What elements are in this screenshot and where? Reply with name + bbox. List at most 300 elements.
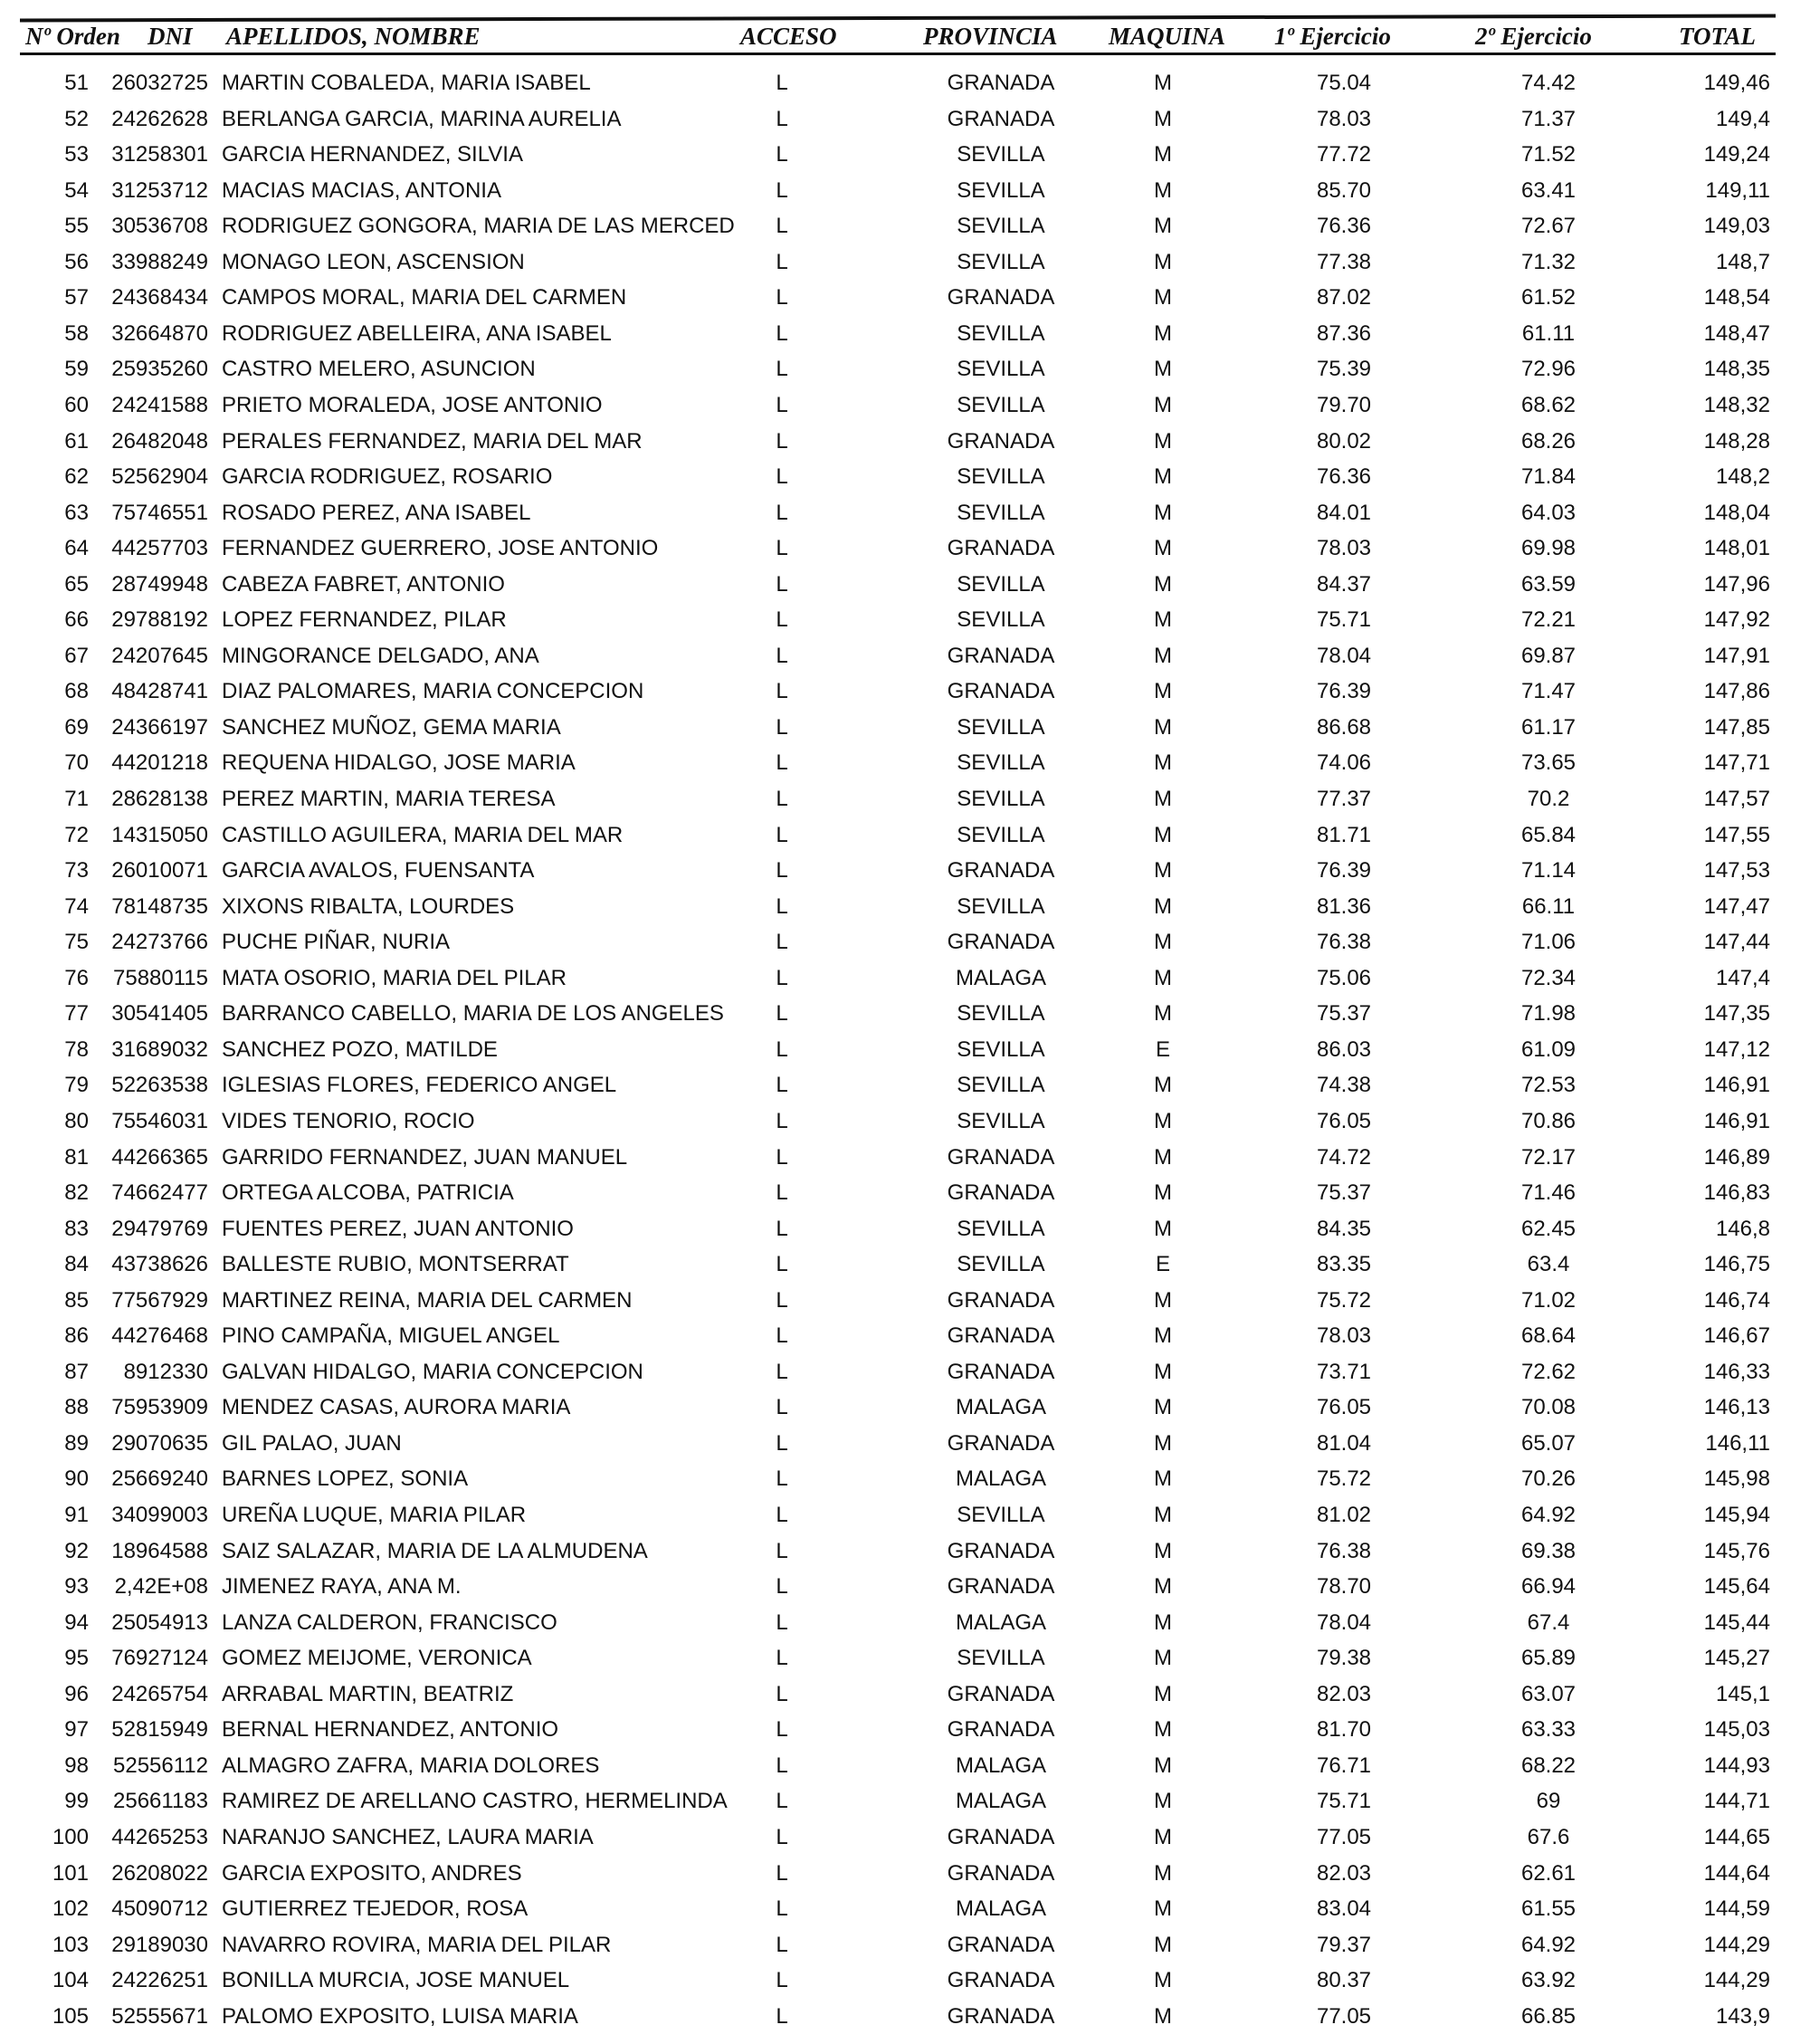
name-cell: CASTRO MELERO, ASUNCION — [222, 357, 536, 382]
dni-cell: 32664870 — [111, 320, 208, 346]
orden-cell: 86 — [64, 1323, 89, 1349]
acceso-cell: L — [776, 536, 788, 561]
orden-cell: 104 — [52, 1968, 89, 1993]
dni-cell: 31689032 — [111, 1036, 208, 1062]
acceso-cell: L — [776, 965, 788, 990]
name-cell: BERNAL HERNANDEZ, ANTONIO — [222, 1717, 559, 1743]
acceso-cell: L — [776, 1108, 788, 1133]
acceso-cell: L — [776, 1144, 788, 1170]
ejercicio-2-cell: 71.46 — [1520, 1180, 1577, 1206]
maquina-cell: M — [1154, 1359, 1172, 1384]
orden-cell: 93 — [64, 1574, 89, 1600]
ejercicio-2-cell: 68.26 — [1520, 428, 1577, 454]
provincia-cell: GRANADA — [947, 1681, 1055, 1706]
header-ejercicio-2: 2º Ejercicio — [1475, 23, 1592, 50]
table-row — [0, 1461, 1810, 1497]
ejercicio-1-cell: 78.03 — [1316, 1323, 1372, 1349]
name-cell: SANCHEZ POZO, MATILDE — [222, 1036, 498, 1062]
maquina-cell: M — [1154, 607, 1172, 633]
table-row — [0, 137, 1810, 173]
ejercicio-1-cell: 76.38 — [1316, 1538, 1372, 1563]
total-cell: 147,44 — [1703, 930, 1770, 955]
name-cell: RODRIGUEZ GONGORA, MARIA DE LAS MERCED — [222, 214, 735, 239]
ejercicio-1-cell: 76.05 — [1316, 1108, 1372, 1133]
dni-cell: 44257703 — [111, 536, 208, 561]
maquina-cell: M — [1154, 1574, 1172, 1600]
ejercicio-1-cell: 84.35 — [1316, 1216, 1372, 1241]
provincia-cell: SEVILLA — [957, 714, 1045, 740]
name-cell: PUCHE PIÑAR, NURIA — [222, 930, 451, 955]
orden-cell: 102 — [52, 1896, 89, 1922]
maquina-cell: M — [1154, 1430, 1172, 1456]
name-cell: PEREZ MARTIN, MARIA TERESA — [222, 787, 556, 811]
orden-cell: 60 — [64, 392, 89, 417]
dni-cell: 26032725 — [111, 71, 208, 95]
name-cell: NAVARRO ROVIRA, MARIA DEL PILAR — [222, 1932, 612, 1957]
orden-cell: 62 — [64, 464, 89, 490]
dni-cell: 31253712 — [111, 177, 208, 203]
name-cell: GARCIA RODRIGUEZ, ROSARIO — [222, 464, 553, 490]
ejercicio-2-cell: 61.11 — [1521, 320, 1576, 346]
name-cell: MATA OSORIO, MARIA DEL PILAR — [222, 965, 567, 990]
dni-cell: 18964588 — [111, 1538, 208, 1563]
orden-cell: 84 — [64, 1252, 89, 1277]
ejercicio-2-cell: 71.14 — [1520, 858, 1577, 884]
ejercicio-1-cell: 82.03 — [1316, 1681, 1372, 1706]
acceso-cell: L — [776, 1538, 788, 1563]
orden-cell: 96 — [64, 1681, 89, 1706]
ejercicio-2-cell: 65.07 — [1520, 1430, 1577, 1456]
ejercicio-1-cell: 76.38 — [1316, 930, 1372, 955]
acceso-cell: L — [776, 1896, 788, 1922]
orden-cell: 99 — [64, 1789, 89, 1814]
table-row — [0, 781, 1810, 817]
ejercicio-1-cell: 80.02 — [1316, 428, 1372, 454]
name-cell: RAMIREZ DE ARELLANO CASTRO, HERMELINDA — [222, 1789, 728, 1814]
table-row — [0, 1533, 1810, 1570]
dni-cell: 33988249 — [111, 249, 208, 274]
dni-cell: 45090712 — [111, 1896, 208, 1922]
total-cell: 148,01 — [1703, 536, 1770, 561]
maquina-cell: M — [1154, 1789, 1172, 1814]
ejercicio-2-cell: 71.47 — [1520, 679, 1577, 704]
total-cell: 146,83 — [1703, 1180, 1770, 1206]
total-cell: 147,53 — [1703, 858, 1770, 884]
maquina-cell: M — [1154, 1001, 1172, 1027]
ejercicio-1-cell: 86.03 — [1316, 1036, 1372, 1062]
ejercicio-2-cell: 63.59 — [1520, 571, 1577, 597]
total-cell: 147,47 — [1703, 893, 1770, 919]
acceso-cell: L — [776, 1180, 788, 1206]
acceso-cell: L — [776, 679, 788, 704]
maquina-cell: M — [1154, 1681, 1172, 1706]
total-cell: 148,54 — [1703, 285, 1770, 310]
dni-cell: 52263538 — [111, 1073, 208, 1098]
ejercicio-1-cell: 75.71 — [1316, 607, 1372, 633]
table-row — [0, 996, 1810, 1032]
table-row — [0, 1891, 1810, 1927]
maquina-cell: M — [1154, 1216, 1172, 1241]
total-cell: 147,92 — [1703, 607, 1770, 633]
acceso-cell: L — [776, 1036, 788, 1062]
name-cell: MARTIN COBALEDA, MARIA ISABEL — [222, 71, 591, 95]
dni-cell: 75746551 — [111, 500, 208, 525]
total-cell: 148,04 — [1703, 500, 1770, 525]
maquina-cell: M — [1154, 285, 1172, 310]
acceso-cell: L — [776, 1323, 788, 1349]
dni-cell: 24265754 — [111, 1681, 208, 1706]
table-row — [0, 530, 1810, 567]
maquina-cell: M — [1154, 1968, 1172, 1993]
orden-cell: 63 — [64, 500, 89, 525]
orden-cell: 61 — [64, 428, 89, 454]
acceso-cell: L — [776, 177, 788, 203]
ejercicio-1-cell: 77.05 — [1316, 1824, 1372, 1849]
maquina-cell: M — [1154, 1144, 1172, 1170]
total-cell: 144,59 — [1703, 1896, 1770, 1922]
provincia-cell: GRANADA — [947, 536, 1055, 561]
total-cell: 145,98 — [1703, 1466, 1770, 1492]
header-ejercicio-1: 1º Ejercicio — [1274, 23, 1391, 50]
total-cell: 144,71 — [1703, 1789, 1770, 1814]
ejercicio-1-cell: 75.39 — [1316, 357, 1372, 382]
acceso-cell: L — [776, 320, 788, 346]
ejercicio-2-cell: 63.07 — [1520, 1681, 1577, 1706]
acceso-cell: L — [776, 893, 788, 919]
provincia-cell: MALAGA — [955, 1609, 1047, 1635]
name-cell: MINGORANCE DELGADO, ANA — [222, 643, 539, 668]
dni-cell: 44265253 — [111, 1824, 208, 1849]
ejercicio-2-cell: 69.98 — [1520, 536, 1577, 561]
maquina-cell: M — [1154, 464, 1172, 490]
provincia-cell: SEVILLA — [957, 787, 1045, 811]
ejercicio-2-cell: 72.67 — [1520, 214, 1577, 239]
provincia-cell: SEVILLA — [957, 571, 1045, 597]
ejercicio-2-cell: 72.62 — [1520, 1359, 1577, 1384]
table-row — [0, 817, 1810, 854]
table-row — [0, 1999, 1810, 2035]
total-cell: 145,64 — [1703, 1574, 1770, 1600]
maquina-cell: M — [1154, 1287, 1172, 1313]
dni-cell: 52562904 — [111, 464, 208, 490]
total-cell: 143,9 — [1715, 2003, 1770, 2029]
dni-cell: 29479769 — [111, 1216, 208, 1241]
dni-cell: 24273766 — [111, 930, 208, 955]
maquina-cell: M — [1154, 930, 1172, 955]
acceso-cell: L — [776, 1717, 788, 1743]
maquina-cell: M — [1154, 750, 1172, 776]
maquina-cell: M — [1154, 142, 1172, 167]
acceso-cell: L — [776, 428, 788, 454]
provincia-cell: GRANADA — [947, 71, 1055, 95]
name-cell: CAMPOS MORAL, MARIA DEL CARMEN — [222, 285, 627, 310]
name-cell: GIL PALAO, JUAN — [222, 1430, 402, 1456]
dni-cell: 25054913 — [111, 1609, 208, 1635]
dni-cell: 24366197 — [111, 714, 208, 740]
header-acceso: ACCESO — [740, 23, 837, 50]
dni-cell: 43738626 — [111, 1252, 208, 1277]
maquina-cell: M — [1154, 1180, 1172, 1206]
table-row — [0, 1497, 1810, 1533]
provincia-cell: GRANADA — [947, 1932, 1055, 1957]
ejercicio-2-cell: 61.09 — [1520, 1036, 1577, 1062]
dni-cell: 26208022 — [111, 1860, 208, 1886]
table-row — [0, 960, 1810, 997]
provincia-cell: SEVILLA — [957, 822, 1045, 847]
dni-cell: 14315050 — [111, 822, 208, 847]
orden-cell: 65 — [64, 571, 89, 597]
header-orden: Nº Orden — [25, 23, 120, 50]
orden-cell: 66 — [64, 607, 89, 633]
maquina-cell: M — [1154, 500, 1172, 525]
maquina-cell: M — [1154, 177, 1172, 203]
orden-cell: 97 — [64, 1717, 89, 1743]
acceso-cell: L — [776, 214, 788, 239]
dni-cell: 29189030 — [111, 1932, 208, 1957]
table-row — [0, 424, 1810, 460]
dni-cell: 44266365 — [111, 1144, 208, 1170]
table-row — [0, 1354, 1810, 1390]
orden-cell: 80 — [64, 1108, 89, 1133]
maquina-cell: M — [1154, 1932, 1172, 1957]
total-cell: 149,03 — [1703, 214, 1770, 239]
ejercicio-2-cell: 64.92 — [1520, 1932, 1577, 1957]
ejercicio-1-cell: 77.37 — [1316, 787, 1372, 811]
table-row — [0, 1032, 1810, 1068]
ejercicio-1-cell: 84.01 — [1316, 500, 1372, 525]
name-cell: ALMAGRO ZAFRA, MARIA DOLORES — [222, 1753, 600, 1778]
provincia-cell: GRANADA — [947, 858, 1055, 884]
header-total: TOTAL — [1679, 23, 1757, 50]
dni-cell: 75546031 — [111, 1108, 208, 1133]
total-cell: 146,74 — [1703, 1287, 1770, 1313]
acceso-cell: L — [776, 1359, 788, 1384]
total-cell: 149,11 — [1705, 177, 1770, 203]
total-cell: 146,91 — [1703, 1073, 1770, 1098]
ejercicio-2-cell: 71.32 — [1520, 249, 1577, 274]
name-cell: GARCIA EXPOSITO, ANDRES — [222, 1860, 522, 1886]
total-cell: 146,33 — [1703, 1359, 1770, 1384]
total-cell: 145,94 — [1703, 1503, 1770, 1527]
ejercicio-1-cell: 76.05 — [1316, 1395, 1372, 1420]
provincia-cell: SEVILLA — [957, 320, 1045, 346]
name-cell: UREÑA LUQUE, MARIA PILAR — [222, 1503, 527, 1527]
name-cell: PERALES FERNANDEZ, MARIA DEL MAR — [222, 428, 643, 454]
acceso-cell: L — [776, 1574, 788, 1600]
provincia-cell: SEVILLA — [957, 1001, 1045, 1027]
ejercicio-1-cell: 85.70 — [1316, 177, 1372, 203]
ejercicio-2-cell: 71.37 — [1520, 106, 1577, 131]
provincia-cell: SEVILLA — [957, 1073, 1045, 1098]
ejercicio-2-cell: 69 — [1536, 1789, 1561, 1814]
acceso-cell: L — [776, 1860, 788, 1886]
name-cell: BERLANGA GARCIA, MARINA AURELIA — [222, 106, 622, 131]
ejercicio-1-cell: 75.04 — [1316, 71, 1372, 95]
acceso-cell: L — [776, 392, 788, 417]
acceso-cell: L — [776, 285, 788, 310]
orden-cell: 87 — [64, 1359, 89, 1384]
provincia-cell: GRANADA — [947, 1323, 1055, 1349]
ejercicio-1-cell: 76.39 — [1316, 858, 1372, 884]
orden-cell: 54 — [64, 177, 89, 203]
acceso-cell: L — [776, 822, 788, 847]
provincia-cell: GRANADA — [947, 1359, 1055, 1384]
provincia-cell: SEVILLA — [957, 214, 1045, 239]
maquina-cell: M — [1154, 1108, 1172, 1133]
orden-cell: 70 — [64, 750, 89, 776]
ejercicio-2-cell: 69.38 — [1520, 1538, 1577, 1563]
acceso-cell: L — [776, 500, 788, 525]
ejercicio-1-cell: 87.36 — [1316, 320, 1372, 346]
acceso-cell: L — [776, 142, 788, 167]
table-row — [0, 1140, 1810, 1176]
dni-cell: 52556112 — [113, 1753, 208, 1778]
total-cell: 145,03 — [1703, 1717, 1770, 1743]
maquina-cell: M — [1154, 249, 1172, 274]
name-cell: ARRABAL MARTIN, BEATRIZ — [222, 1681, 514, 1706]
ejercicio-2-cell: 64.03 — [1520, 500, 1577, 525]
orden-cell: 56 — [64, 249, 89, 274]
acceso-cell: L — [776, 357, 788, 382]
ejercicio-1-cell: 76.39 — [1316, 679, 1372, 704]
ejercicio-2-cell: 72.17 — [1520, 1144, 1577, 1170]
ejercicio-2-cell: 63.92 — [1520, 1968, 1577, 1993]
maquina-cell: M — [1154, 536, 1172, 561]
provincia-cell: SEVILLA — [957, 607, 1045, 633]
orden-cell: 52 — [64, 106, 89, 131]
ejercicio-1-cell: 79.70 — [1316, 392, 1372, 417]
acceso-cell: L — [776, 787, 788, 811]
ejercicio-2-cell: 65.89 — [1520, 1646, 1577, 1671]
maquina-cell: M — [1154, 1073, 1172, 1098]
name-cell: BARNES LOPEZ, SONIA — [222, 1466, 469, 1492]
maquina-cell: M — [1154, 1395, 1172, 1420]
dni-cell: 25669240 — [111, 1466, 208, 1492]
acceso-cell: L — [776, 607, 788, 633]
provincia-cell: SEVILLA — [957, 1646, 1045, 1671]
provincia-cell: SEVILLA — [957, 464, 1045, 490]
maquina-cell: M — [1154, 1323, 1172, 1349]
provincia-cell: GRANADA — [947, 1144, 1055, 1170]
table-row — [0, 1246, 1810, 1283]
dni-cell: 48428741 — [111, 679, 208, 704]
total-cell: 144,29 — [1703, 1968, 1770, 1993]
provincia-cell: GRANADA — [947, 1824, 1055, 1849]
ejercicio-2-cell: 69.87 — [1520, 643, 1577, 668]
orden-cell: 57 — [64, 285, 89, 310]
acceso-cell: L — [776, 1824, 788, 1849]
orden-cell: 53 — [64, 142, 89, 167]
dni-cell: 52815949 — [111, 1717, 208, 1743]
ejercicio-2-cell: 72.34 — [1520, 965, 1577, 990]
table-row — [0, 1175, 1810, 1211]
ejercicio-2-cell: 68.62 — [1520, 392, 1577, 417]
maquina-cell: M — [1154, 643, 1172, 668]
dni-cell: 25661183 — [113, 1789, 208, 1814]
ejercicio-1-cell: 77.05 — [1316, 2003, 1372, 2029]
table-row — [0, 459, 1810, 495]
total-cell: 148,32 — [1703, 392, 1770, 417]
provincia-cell: MALAGA — [955, 1789, 1047, 1814]
ejercicio-1-cell: 81.71 — [1316, 822, 1372, 847]
acceso-cell: L — [776, 106, 788, 131]
maquina-cell: M — [1154, 106, 1172, 131]
dni-cell: 76927124 — [111, 1646, 208, 1671]
provincia-cell: SEVILLA — [957, 249, 1045, 274]
acceso-cell: L — [776, 1001, 788, 1027]
ejercicio-2-cell: 70.2 — [1527, 787, 1570, 811]
total-cell: 148,2 — [1715, 464, 1770, 490]
name-cell: NARANJO SANCHEZ, LAURA MARIA — [222, 1824, 594, 1849]
maquina-cell: M — [1154, 1538, 1172, 1563]
dni-cell: 75880115 — [113, 965, 208, 990]
ejercicio-2-cell: 67.6 — [1527, 1824, 1570, 1849]
maquina-cell: M — [1154, 428, 1172, 454]
header-provincia: PROVINCIA — [923, 23, 1058, 50]
table-row — [0, 1211, 1810, 1247]
provincia-cell: MALAGA — [955, 1395, 1047, 1420]
table-row — [0, 1856, 1810, 1892]
dni-cell: 75953909 — [111, 1395, 208, 1420]
ejercicio-2-cell: 70.86 — [1520, 1108, 1577, 1133]
orden-cell: 82 — [64, 1180, 89, 1206]
table-row — [0, 710, 1810, 746]
total-cell: 147,85 — [1703, 714, 1770, 740]
orden-cell: 91 — [64, 1503, 89, 1527]
provincia-cell: SEVILLA — [957, 1503, 1045, 1527]
acceso-cell: L — [776, 2003, 788, 2029]
acceso-cell: L — [776, 930, 788, 955]
acceso-cell: L — [776, 643, 788, 668]
provincia-cell: SEVILLA — [957, 392, 1045, 417]
orden-cell: 88 — [64, 1395, 89, 1420]
orden-cell: 98 — [64, 1753, 89, 1778]
name-cell: MARTINEZ REINA, MARIA DEL CARMEN — [222, 1287, 633, 1313]
ejercicio-1-cell: 75.06 — [1316, 965, 1372, 990]
ejercicio-2-cell: 61.55 — [1520, 1896, 1577, 1922]
total-cell: 147,4 — [1715, 965, 1770, 990]
ejercicio-2-cell: 71.84 — [1520, 464, 1577, 490]
orden-cell: 69 — [64, 714, 89, 740]
acceso-cell: L — [776, 1789, 788, 1814]
total-cell: 148,7 — [1715, 249, 1770, 274]
orden-cell: 59 — [64, 357, 89, 382]
ejercicio-1-cell: 83.35 — [1316, 1252, 1372, 1277]
ejercicio-1-cell: 79.38 — [1316, 1646, 1372, 1671]
orden-cell: 103 — [52, 1932, 89, 1957]
maquina-cell: M — [1154, 1609, 1172, 1635]
maquina-cell: M — [1154, 357, 1172, 382]
maquina-cell: M — [1154, 392, 1172, 417]
maquina-cell: M — [1154, 893, 1172, 919]
ejercicio-1-cell: 74.72 — [1316, 1144, 1372, 1170]
acceso-cell: L — [776, 714, 788, 740]
name-cell: DIAZ PALOMARES, MARIA CONCEPCION — [222, 679, 644, 704]
total-cell: 147,71 — [1703, 750, 1770, 776]
provincia-cell: SEVILLA — [957, 142, 1045, 167]
acceso-cell: L — [776, 1466, 788, 1492]
total-cell: 147,35 — [1703, 1001, 1770, 1027]
table-row — [0, 1426, 1810, 1462]
ejercicio-2-cell: 70.08 — [1520, 1395, 1577, 1420]
table-row — [0, 1283, 1810, 1319]
provincia-cell: GRANADA — [947, 1180, 1055, 1206]
table-row — [0, 889, 1810, 925]
name-cell: XIXONS RIBALTA, LOURDES — [222, 893, 515, 919]
orden-cell: 74 — [64, 893, 89, 919]
ejercicio-1-cell: 87.02 — [1316, 285, 1372, 310]
dni-cell: 44201218 — [111, 750, 208, 776]
